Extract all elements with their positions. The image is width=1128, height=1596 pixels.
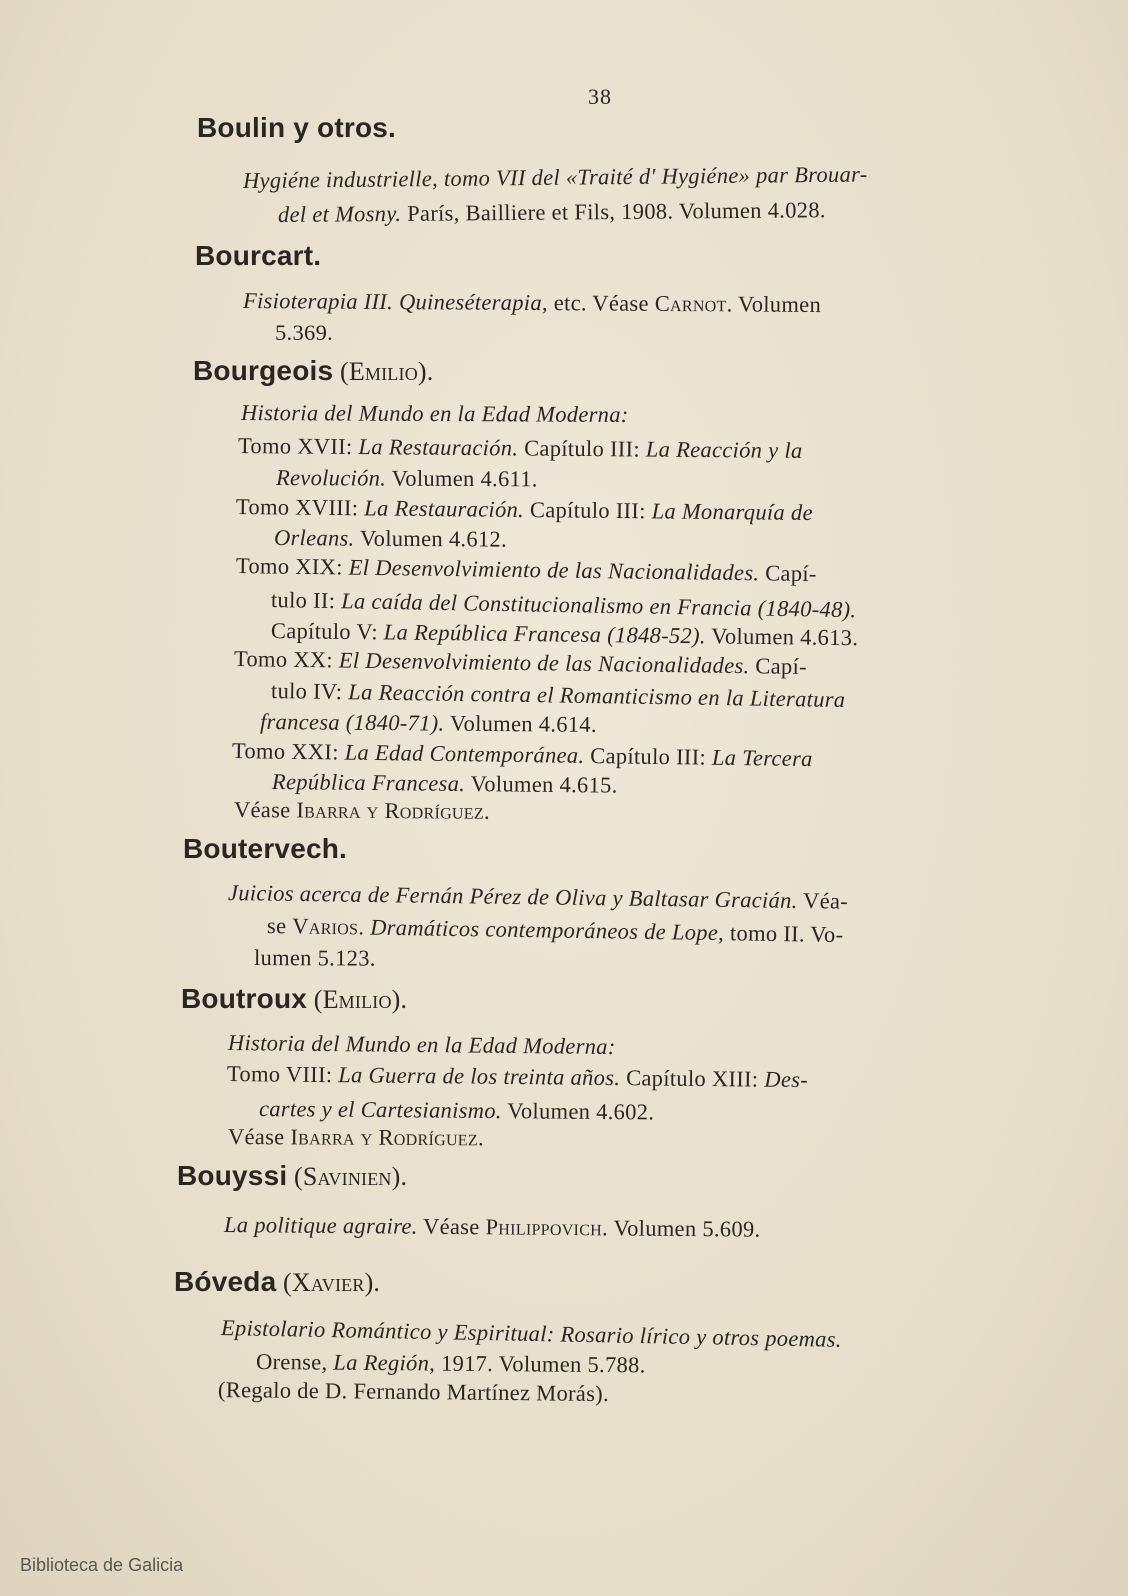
- entry-line: 5.369.: [275, 320, 334, 345]
- entry-line: Capítulo V: La República Francesa (1848-52). Volumen 4.613.: [270, 618, 859, 651]
- entry-line: lumen 5.123.: [253, 945, 376, 971]
- entry-author: [177, 1160, 407, 1192]
- footer-credit: Biblioteca de Galicia: [20, 1555, 184, 1575]
- entry-line: Tomo XIX: El Desenvolvimiento de las Nacionalidades. Capí-: [235, 553, 817, 587]
- entry-line: tulo II: La caída del Constitucionalismo en Francia (1840-48).: [270, 587, 857, 623]
- author-qualifier: (Savinien).: [287, 1162, 408, 1191]
- author-qualifier: (Emilio).: [333, 357, 434, 386]
- author-name: Boutervech.: [183, 833, 348, 864]
- author-qualifier: (Xavier).: [276, 1268, 381, 1297]
- entry-line: cartes y el Cartesianismo. Volumen 4.602.: [258, 1096, 655, 1125]
- entry-author: [193, 355, 433, 387]
- entry-line: se Varios. Dramáticos contemporáneos de Lope, tomo II. Vo-: [266, 913, 844, 948]
- entry-line: tulo IV: La Reacción contra el Romanticismo en la Literatura: [270, 678, 846, 713]
- entry-line: Véase Ibarra y Rodríguez.: [233, 797, 491, 824]
- page-number: 38: [588, 84, 612, 109]
- entry-line: Orleans. Volumen 4.612.: [273, 525, 508, 552]
- author-name: Bourgeois: [193, 355, 334, 386]
- entry-line: Tomo XVIII: La Restauración. Capítulo III: La Monarquía de: [235, 494, 813, 526]
- author-name: Boulin y otros.: [197, 112, 396, 143]
- author-name: Boutroux: [181, 983, 308, 1014]
- entry-line: del et Mosny. París, Bailliere et Fils, 1908. Volumen 4.028.: [277, 197, 826, 227]
- entry-line: francesa (1840-71). Volumen 4.614.: [259, 709, 597, 737]
- entry-line: Orense, La Región, 1917. Volumen 5.788.: [255, 1349, 646, 1378]
- entry-author: [195, 240, 321, 272]
- author-name: Bourcart.: [195, 240, 322, 271]
- entry-line: Véase Ibarra y Rodríguez.: [227, 1124, 485, 1151]
- entry-line: Tomo XX: El Desenvolvimiento de las Nacionalidades. Capí-: [233, 646, 808, 679]
- entry-line: Tomo XXI: La Edad Contemporánea. Capítulo III: La Tercera: [231, 738, 813, 772]
- entry-line: Revolución. Volumen 4.611.: [275, 465, 538, 492]
- entry-author: [183, 833, 347, 865]
- entry-author: [197, 112, 396, 144]
- entry-line: Epistolario Romántico y Espiritual: Rosario lírico y otros poemas.: [220, 1315, 842, 1352]
- entry-line: Juicios acerca de Fernán Pérez de Oliva y Baltasar Gracián. Véa-: [227, 880, 849, 914]
- entry-line: Hygiéne industrielle, tomo VII del «Traité d' Hygiéne» par Brouar-: [242, 161, 868, 193]
- entry-line: La politique agraire. Véase Philippovich. Volumen 5.609.: [223, 1212, 761, 1242]
- entry-line: Tomo VIII: La Guerra de los treinta años. Capítulo XIII: Des-: [226, 1061, 809, 1093]
- author-name: Bóveda: [174, 1266, 277, 1297]
- entry-line: Historia del Mundo en la Edad Moderna:: [240, 400, 629, 428]
- entry-author: [181, 983, 407, 1015]
- entry-line: Historia del Mundo en la Edad Moderna:: [227, 1030, 616, 1060]
- entry-line: Fisioterapia III. Quineséterapia, etc. Véase Carnot. Volumen: [242, 288, 822, 318]
- entry-line: Tomo XVII: La Restauración. Capítulo III: La Reacción y la: [237, 433, 803, 463]
- author-qualifier: (Emilio).: [307, 985, 408, 1014]
- entry-line: República Francesa. Volumen 4.615.: [271, 769, 618, 798]
- author-name: Bouyssi: [177, 1160, 288, 1191]
- entry-author: [174, 1266, 380, 1298]
- entry-line: (Regalo de D. Fernando Martínez Morás).: [217, 1377, 610, 1407]
